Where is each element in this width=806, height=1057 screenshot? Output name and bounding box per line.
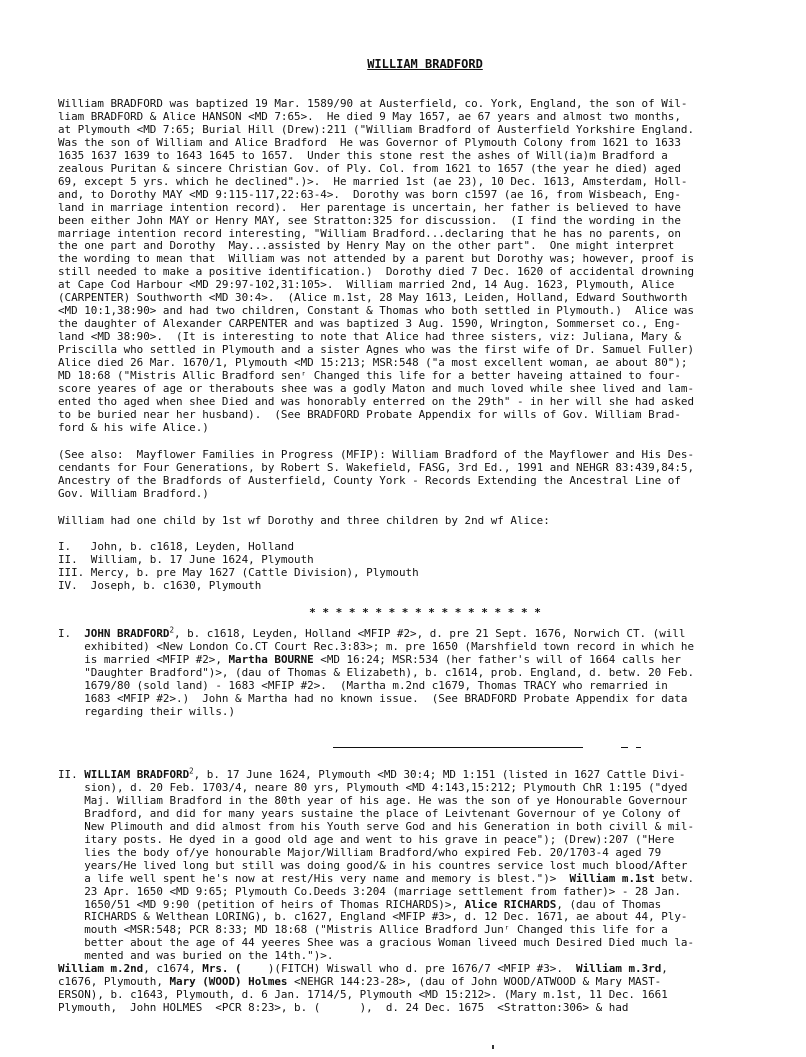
william-entry-line: mouth <MSR:548; PCR 8:33; MD 18:68 ("Mistris Allice Bradford Junʳ Changed this life for a: [58, 923, 668, 937]
children-intro-line: William had one child by 1st wf Dorothy and three children by 2nd wf Alice:: [58, 514, 550, 527]
intro-line: to be buried near her husband). (See BRADFORD Probate Appendix for wills of Gov. William Brad-: [58, 407, 681, 421]
intro-line: William BRADFORD was baptized 19 Mar. 1589/90 at Austerfield, co. York, England, the son of Wil-: [58, 97, 688, 110]
see-also-line: (See also: Mayflower Families in Progress (MFIP): William Bradford of the Mayflower and His Des-: [58, 448, 695, 461]
intro-line: score yeares of age or therabouts shee was a godly Maton and much loved while shee lived and lam-: [58, 381, 695, 395]
children-intro: [58, 515, 792, 528]
see-also-paragraph: [58, 449, 792, 501]
william-entry-line: ERSON), b. c1643, Plymouth, d. 6 Jan. 1714/5, Plymouth <MD 15:212>. (Mary m.1st, 11 Dec. 1661: [58, 988, 668, 1002]
children-list: [58, 541, 792, 593]
section-divider-line: [333, 747, 583, 748]
william-entry-line: 23 Apr. 1650 <MD 9:65; Plymouth Co.Deeds 3:204 (marriage settlement from father)> - 28 Jan.: [58, 884, 681, 898]
intro-line: and, to Dorothy MAY <MD 9:115-117,22:63-4>. Dorothy was born c1597 (ae 16, from Wisbeach, Eng-: [58, 187, 681, 201]
john-entry-line: 1679/80 (sold land) - 1683 <MFIP #2>. (Martha m.2nd c1679, Thomas TRACY who remarried in: [58, 678, 668, 692]
intro-line: marriage intention record interesting, "William Bradford...declaring that he has no parents, on: [58, 226, 681, 240]
intro-line: land <MD 38:90>. (It is interesting to note that Alice had three sisters, viz: Juliana, Mary &: [58, 330, 681, 344]
william-entry-line: RICHARDS & Welthean LORING), b. c1627, England <MFIP #3>, d. 12 Dec. 1671, ae about 44, Ply-: [58, 910, 688, 924]
see-also-line: Gov. William Bradford.): [58, 486, 209, 500]
william-entry-line: II. WILLIAM BRADFORD$^2$, b. 17 June 1624, Plymouth <MD 30:4; MD 1:151 (listed in 1627 Cattle Divi-: [58, 766, 686, 781]
intro-line: the daughter of Alexander CARPENTER and was baptized 3 Aug. 1590, Wrington, Sommerset co., Eng-: [58, 317, 681, 331]
intro-line: <MD 10:1,38:90> and had two children, Constant & Thomas who both settled in Plymouth.) Alice was: [58, 304, 695, 318]
intro-line: at Plymouth <MD 7:65; Burial Hill (Drew):211 ("William Bradford of Austerfield Yorkshire England.: [58, 122, 695, 136]
intro-line: liam BRADFORD & Alice HANSON <MD 7:65>. He died 9 May 1657, ae 67 years and almost two months,: [58, 109, 681, 123]
john-entry-line: I. JOHN BRADFORD$^2$, b. c1618, Leyden, Holland <MFIP #2>, d. pre 21 Sept. 1676, Norwich CT. (will: [58, 625, 686, 640]
intro-line: the one part and Dorothy May...assisted by Henry May on the other part". One might interpret: [58, 239, 675, 253]
william-entry-line: better about the age of 44 yeeres Shee was a gracious Woman liveed much Desired Died much la-: [58, 936, 695, 950]
william-entry-line: Maj. William Bradford in the 80th year of his age. He was the son of ye Honourable Governour: [58, 793, 688, 807]
page-title: WILLIAM BRADFORD: [367, 57, 483, 71]
page-mark: [492, 1045, 494, 1049]
john-entry-line: regarding their wills.): [58, 704, 236, 718]
william-entry-line: Plymouth, John HOLMES <PCR 8:23>, b. ( ), d. 24 Dec. 1675 <Stratton:306> & had: [58, 1001, 629, 1015]
intro-line: ented tho aged when shee Died and was honorably enterred on the 29th" - in her will she had asked: [58, 394, 695, 408]
john-entry-line: exhibited) <New London Co.CT Court Rec.3:83>; m. pre 1650 (Marshfield town record in which he: [58, 639, 695, 653]
intro-line: Was the son of William and Alice Bradford He was Governor of Plymouth Colony from 1621 to 1633: [58, 135, 681, 149]
intro-line: been either John MAY or Henry MAY, see Stratton:325 for discussion. (I find the wording in the: [58, 213, 681, 227]
divider-dash: [636, 747, 641, 748]
william-entry-line: itary posts. He dyed in a good old age and went to his grave in peace"); (Drew):207 ("Here: [58, 832, 675, 846]
william-entry-line: a life well spent he's now at rest/His very name and memory is blest.")> William m.1st betw.: [58, 871, 695, 885]
intro-line: (CARPENTER) Southworth <MD 30:4>. (Alice m.1st, 28 May 1613, Leiden, Holland, Edward Southworth: [58, 291, 688, 305]
john-entry-line: 1683 <MFIP #2>.) John & Martha had no known issue. (See BRADFORD Probate Appendix for data: [58, 691, 688, 705]
children-line: II. William, b. 17 June 1624, Plymouth: [58, 552, 314, 566]
william-entry-line: New Plimouth and did almost from his Youth serve God and his Generation in both civill & mil-: [58, 819, 695, 833]
john-entry-line: is married <MFIP #2>, Martha BOURNE <MD 16:24; MSR:534 (her father's will of 1664 calls her: [58, 652, 681, 666]
see-also-line: Ancestry of the Bradfords of Austerfield, County York - Records Extending the Ancestral Line of: [58, 473, 681, 487]
intro-line: land in marriage intention record). Her parentage is uncertain, her father is believed to have: [58, 200, 681, 214]
william-entry-line: mented and was buried on the 14th.")>.: [58, 949, 334, 963]
children-line: I. John, b. c1618, Leyden, Holland: [58, 540, 295, 553]
william-bradford-entry: [58, 766, 792, 1015]
john-bradford-entry: [58, 625, 792, 719]
intro-line: Priscilla who settled in Plymouth and a sister Agnes who was the first wife of Dr. Samuel Fuller): [58, 343, 695, 357]
intro-line: MD 18:68 ("Mistris Allic Bradford senʳ Changed this life for a better haveing attained to four-: [58, 369, 681, 383]
intro-paragraph: [58, 98, 792, 435]
divider-dash: [621, 747, 628, 748]
children-line: III. Mercy, b. pre May 1627 (Cattle Division), Plymouth: [58, 565, 419, 579]
william-entry-line: years/He lived long but still was doing good/& in his countres service lost much blood/After: [58, 858, 688, 872]
children-line: IV. Joseph, b. c1630, Plymouth: [58, 578, 262, 592]
william-entry-line: lies the body of/ye honourable Major/William Bradford/who expired Feb. 20/1703-4 aged 79: [58, 845, 662, 859]
see-also-line: cendants for Four Generations, by Robert S. Wakefield, FASG, 3rd Ed., 1991 and NEHGR 83:439,84:5,: [58, 460, 695, 474]
intro-line: ford & his wife Alice.): [58, 420, 209, 434]
william-entry-line: Bradford, and did for many years sustaine the place of Leivtenant Governour of ye Colony of: [58, 806, 681, 820]
section-separator-stars: * * * * * * * * * * * * * * * * * *: [309, 606, 541, 619]
intro-line: still needed to make a positive identification.) Dorothy died 7 Dec. 1620 of accidental drowning: [58, 265, 695, 279]
william-entry-line: William m.2nd, c1674, Mrs. ( )(FITCH) Wiswall who d. pre 1676/7 <MFIP #3>. William m.3rd,: [58, 962, 668, 976]
william-entry-line: sion), d. 20 Feb. 1703/4, neare 80 yrs, Plymouth <MD 4:143,15:212; Plymouth ChR 1:195 ("dyed: [58, 780, 688, 794]
intro-line: at Cape Cod Harbour <MD 29:97-102,31:105>. William married 2nd, 14 Aug. 1623, Plymouth, Alice: [58, 278, 675, 292]
intro-line: 69, except 5 yrs. which he declined".)>. He married 1st (ae 23), 10 Dec. 1613, Amsterdam, Holl-: [58, 174, 688, 188]
intro-line: Alice died 26 Mar. 1670/1, Plymouth <MD 15:213; MSR:548 ("a most excellent woman, ae about 80");: [58, 356, 688, 370]
william-entry-line: 1650/51 <MD 9:90 (petition of heirs of Thomas RICHARDS)>, Alice RICHARDS, (dau of Thomas: [58, 897, 662, 911]
intro-line: zealous Puritan & sincere Christian Gov. of Ply. Col. from 1621 to 1657 (the year he died) aged: [58, 161, 681, 175]
william-entry-line: c1676, Plymouth, Mary (WOOD) Holmes <NEHGR 144:23-28>, (dau of John WOOD/ATWOOD & Mary MAST-: [58, 975, 662, 989]
john-entry-line: "Daughter Bradford")>, (dau of Thomas & Elizabeth), b. c1614, prob. England, d. betw. 20 Feb.: [58, 665, 695, 679]
intro-line: the wording to mean that William was not attended by a parent but Dorothy was; however, proof is: [58, 252, 695, 266]
intro-line: 1635 1637 1639 to 1643 1645 to 1657. Under this stone rest the ashes of Will(ia)m Bradford a: [58, 148, 668, 162]
